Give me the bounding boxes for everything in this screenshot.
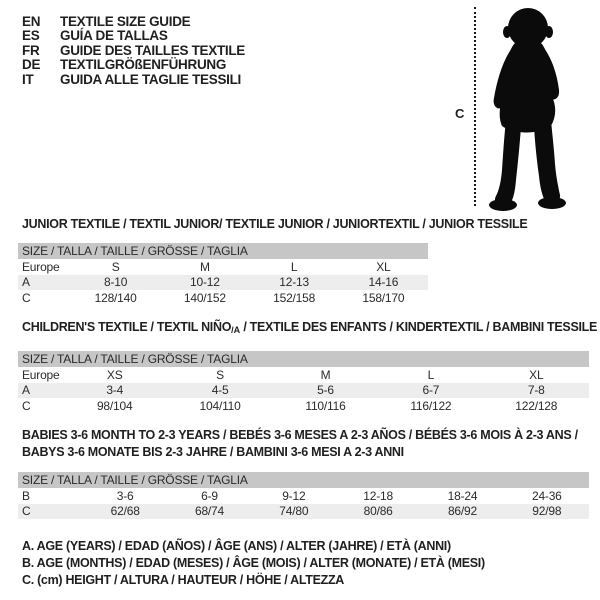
language-row xyxy=(22,29,245,43)
table-cell: 6-7 xyxy=(422,383,440,398)
language-row xyxy=(22,15,245,29)
table-row xyxy=(18,383,589,399)
table-cell: 7-8 xyxy=(527,383,545,398)
table-cell: 110/116 xyxy=(305,398,346,413)
table-cell: Europe xyxy=(22,259,60,274)
children-size-header-bar: SIZE / TALLA / TAILLE / GRÖSSE / TAGLIA xyxy=(18,351,589,367)
junior-textile-section xyxy=(18,216,528,306)
language-row xyxy=(22,58,245,72)
babies-size-table xyxy=(18,488,589,519)
table-cell: L xyxy=(290,259,298,274)
table-cell: 68/74 xyxy=(194,504,224,519)
children-table-title xyxy=(18,319,598,339)
table-cell: 5-6 xyxy=(317,383,334,398)
table-cell: 3-6 xyxy=(116,488,134,503)
language-title: TEXTILGRÖßENFÜHRUNG xyxy=(60,57,227,73)
table-row xyxy=(18,367,589,383)
height-measure-label: C xyxy=(455,106,465,121)
table-cell: C xyxy=(22,290,31,305)
language-title: GUIDE DES TAILLES TEXTILE xyxy=(60,42,246,58)
language-code: DE xyxy=(22,57,41,73)
table-cell: 74/80 xyxy=(279,504,309,519)
title-text: / TEXTILE DES ENFANTS / KINDERTEXTIL / BAMBINI TESSILE xyxy=(240,320,598,334)
junior-size-header-bar: SIZE / TALLA / TAILLE / GRÖSSE / TAGLIA xyxy=(18,243,428,259)
language-code: IT xyxy=(22,71,34,87)
table-cell: S xyxy=(111,259,120,274)
table-cell: A xyxy=(22,383,30,398)
footnote-c: C. (cm) HEIGHT / ALTURA / HAUTEUR / HÖHE / ALTEZZA xyxy=(22,573,345,587)
table-cell: 10-12 xyxy=(190,275,220,290)
table-cell: 122/128 xyxy=(515,398,558,413)
table-cell: 98/104 xyxy=(96,398,133,413)
table-row xyxy=(18,398,589,414)
language-code: EN xyxy=(22,14,41,29)
language-row xyxy=(22,44,245,58)
table-cell: A xyxy=(22,275,30,290)
children-textile-section xyxy=(18,319,598,414)
height-measure-line xyxy=(474,7,476,206)
table-cell: 24-36 xyxy=(531,488,562,503)
table-row xyxy=(18,259,428,275)
table-cell: C xyxy=(22,504,31,519)
footnote-b: B. AGE (MONTHS) / EDAD (MESES) / ÂGE (MOIS) / ALTER (MONATE) / ETÀ (MESI) xyxy=(22,556,485,570)
table-cell: 4-5 xyxy=(211,383,229,398)
table-cell: Europe xyxy=(22,367,60,382)
footnotes xyxy=(22,538,485,589)
table-cell: 12-18 xyxy=(363,488,393,503)
table-row xyxy=(18,488,589,504)
language-code: ES xyxy=(22,28,40,44)
babies-textile-section xyxy=(18,427,589,519)
table-cell: 80/86 xyxy=(363,504,393,519)
footnote-a: A. AGE (YEARS) / EDAD (AÑOS) / ÂGE (ANS) / ALTER (JAHRE) / ETÀ (ANNI) xyxy=(22,539,451,553)
table-row xyxy=(18,504,589,520)
table-cell: 104/110 xyxy=(199,398,241,413)
title-subscript: /A xyxy=(231,325,241,335)
table-cell: 116/122 xyxy=(410,398,452,413)
table-cell: XL xyxy=(529,367,544,382)
language-title: TEXTILE SIZE GUIDE xyxy=(60,14,191,29)
table-cell: 8-10 xyxy=(104,275,128,290)
table-cell: M xyxy=(320,367,331,382)
babies-size-header-bar: SIZE / TALLA / TAILLE / GRÖSSE / TAGLIA xyxy=(18,472,589,488)
table-cell: S xyxy=(216,367,224,382)
table-cell: 14-16 xyxy=(368,275,399,290)
language-title: GUIDA ALLE TAGLIE TESSILI xyxy=(60,71,241,87)
table-cell: 152/158 xyxy=(273,290,316,305)
babies-table-title-line2: BABYS 3-6 MONATE BIS 2-3 JAHRE / BAMBINI 3-6 MESI A 2-3 ANNI xyxy=(22,445,404,459)
children-size-table xyxy=(18,367,589,414)
table-cell: 18-24 xyxy=(447,488,478,503)
table-cell: B xyxy=(22,488,30,503)
toddler-silhouette-icon xyxy=(482,6,572,212)
table-cell: 3-4 xyxy=(106,383,124,398)
language-title: GUÍA DE TALLAS xyxy=(60,28,168,44)
table-cell: 62/68 xyxy=(110,504,140,519)
junior-table-title: JUNIOR TEXTILE / TEXTIL JUNIOR/ TEXTILE JUNIOR / JUNIORTEXTIL / JUNIOR TESSILE xyxy=(22,217,528,231)
table-cell: C xyxy=(22,398,31,413)
table-row xyxy=(18,275,428,291)
table-cell: 12-13 xyxy=(279,275,309,290)
table-cell: M xyxy=(199,259,210,274)
table-cell: 140/152 xyxy=(183,290,226,305)
language-code: FR xyxy=(22,42,40,58)
language-row xyxy=(22,73,245,87)
table-cell: XS xyxy=(106,367,123,382)
language-list xyxy=(22,15,245,87)
table-cell: L xyxy=(427,367,435,382)
table-cell: 86/92 xyxy=(447,504,477,519)
table-cell: 6-9 xyxy=(201,488,218,503)
table-cell: 158/170 xyxy=(362,290,405,305)
table-cell: 9-12 xyxy=(282,488,306,503)
table-cell: 128/140 xyxy=(94,290,137,305)
table-cell: XL xyxy=(376,259,391,274)
babies-table-title-line1: BABIES 3-6 MONTH TO 2-3 YEARS / BEBÉS 3-6 MESES A 2-3 AÑOS / BÉBÉS 3-6 MOIS À 2-3 ANS / xyxy=(22,428,578,442)
junior-size-table xyxy=(18,259,428,306)
table-cell: 92/98 xyxy=(532,504,562,519)
title-text: CHILDREN'S TEXTILE / TEXTIL NIÑO xyxy=(22,320,232,334)
table-row xyxy=(18,290,428,306)
